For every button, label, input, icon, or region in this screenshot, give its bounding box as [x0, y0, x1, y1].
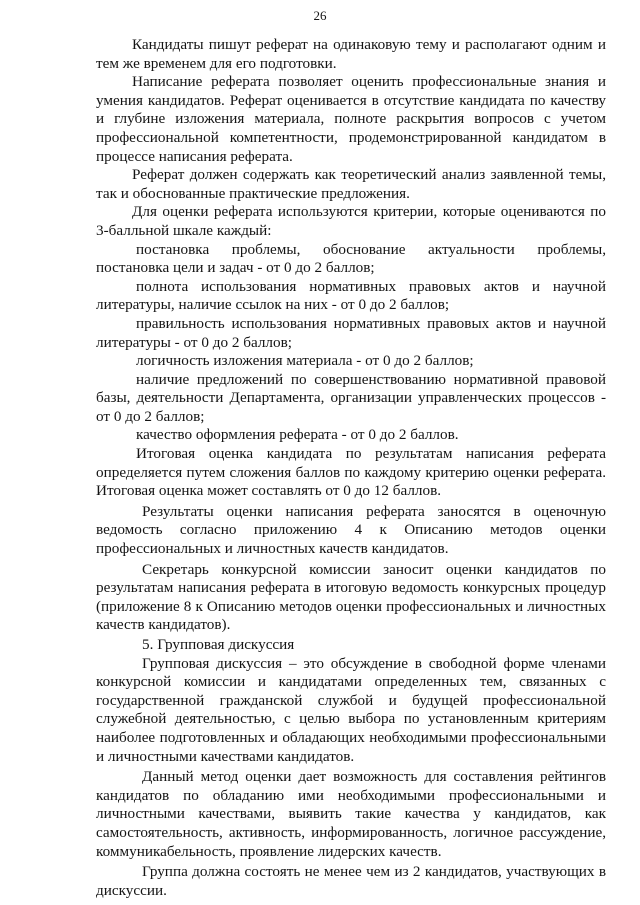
paragraph: Для оценки реферата используются критерии, которые оцениваются по 3-балльной шкале каждый:: [96, 203, 606, 239]
paragraph: Написание реферата позволяет оценить профессиональные знания и умения кандидатов. Реферат оценивается в отсутствие кандидата по качеству и глубине изложения материала, полноте раскрытия вопросов с учетом профессиональной компетентности, продемонстрированной кандидатом в процессе написания реферата.: [96, 73, 606, 165]
paragraph: Кандидаты пишут реферат на одинаковую тему и располагают одним и тем же временем для его подготовки.: [96, 36, 606, 72]
paragraph: Групповая дискуссия – это обсуждение в свободной форме членами конкурсной комиссии и кандидатами определенных тем, связанных с государственной гражданской службой и будущей профессиональной служебной деятельностью, с целью выбора по установленным критериям наиболее подготовленных и обладающих необходимыми профессиональными и личностными качествами кандидатов.: [96, 654, 606, 765]
criterion-item: логичность изложения материала - от 0 до 2 баллов;: [136, 352, 474, 370]
paragraph: Реферат должен содержать как теоретический анализ заявленной темы, так и обоснованные практические предложения.: [96, 166, 606, 202]
criterion-item: качество оформления реферата - от 0 до 2 баллов.: [136, 426, 459, 444]
criterion-item: полнота использования нормативных правовых актов и научной литературы, наличие ссылок на них - от 0 до 2 баллов;: [96, 277, 606, 314]
paragraph: Группа должна состоять не менее чем из 2 кандидатов, участвующих в дискуссии.: [96, 863, 606, 899]
section-heading: 5. Групповая дискуссия: [142, 636, 295, 653]
paragraph: Итоговая оценка кандидата по результатам написания реферата определяется путем сложения баллов по каждому критерию оценки реферата. Итоговая оценка может составлять от 0 до 12 баллов.: [96, 445, 606, 500]
criterion-item: наличие предложений по совершенствованию нормативной правовой базы, деятельности Департамента, организации управленческих процессов - от 0 до 2 баллов;: [96, 370, 606, 425]
paragraph: Результаты оценки написания реферата заносятся в оценочную ведомость согласно приложению 4 к Описанию методов оценки профессиональных и личностных качеств кандидатов.: [96, 502, 606, 558]
document-body: [96, 36, 606, 900]
criterion-item: постановка проблемы, обоснование актуальности проблемы, постановка цели и задач - от 0 до 2 баллов;: [96, 240, 606, 277]
paragraph: Данный метод оценки дает возможность для составления рейтингов кандидатов по обладанию ими необходимыми профессиональными и личностными качествами, выявить такие качества у кандидатов, как самостоятельность, активность, информированность, логичное рассуждение, коммуникабельность, проявление лидерских качеств.: [96, 768, 606, 860]
page-number: 26: [313, 8, 327, 23]
criterion-item: правильность использования нормативных правовых актов и научной литературы - от 0 до 2 баллов;: [96, 314, 606, 351]
paragraph: Секретарь конкурсной комиссии заносит оценки кандидатов по результатам написания реферата в итоговую ведомость конкурсных процедур (приложение 8 к Описанию методов оценки профессиональных и личностных качеств кандидатов).: [96, 560, 606, 634]
